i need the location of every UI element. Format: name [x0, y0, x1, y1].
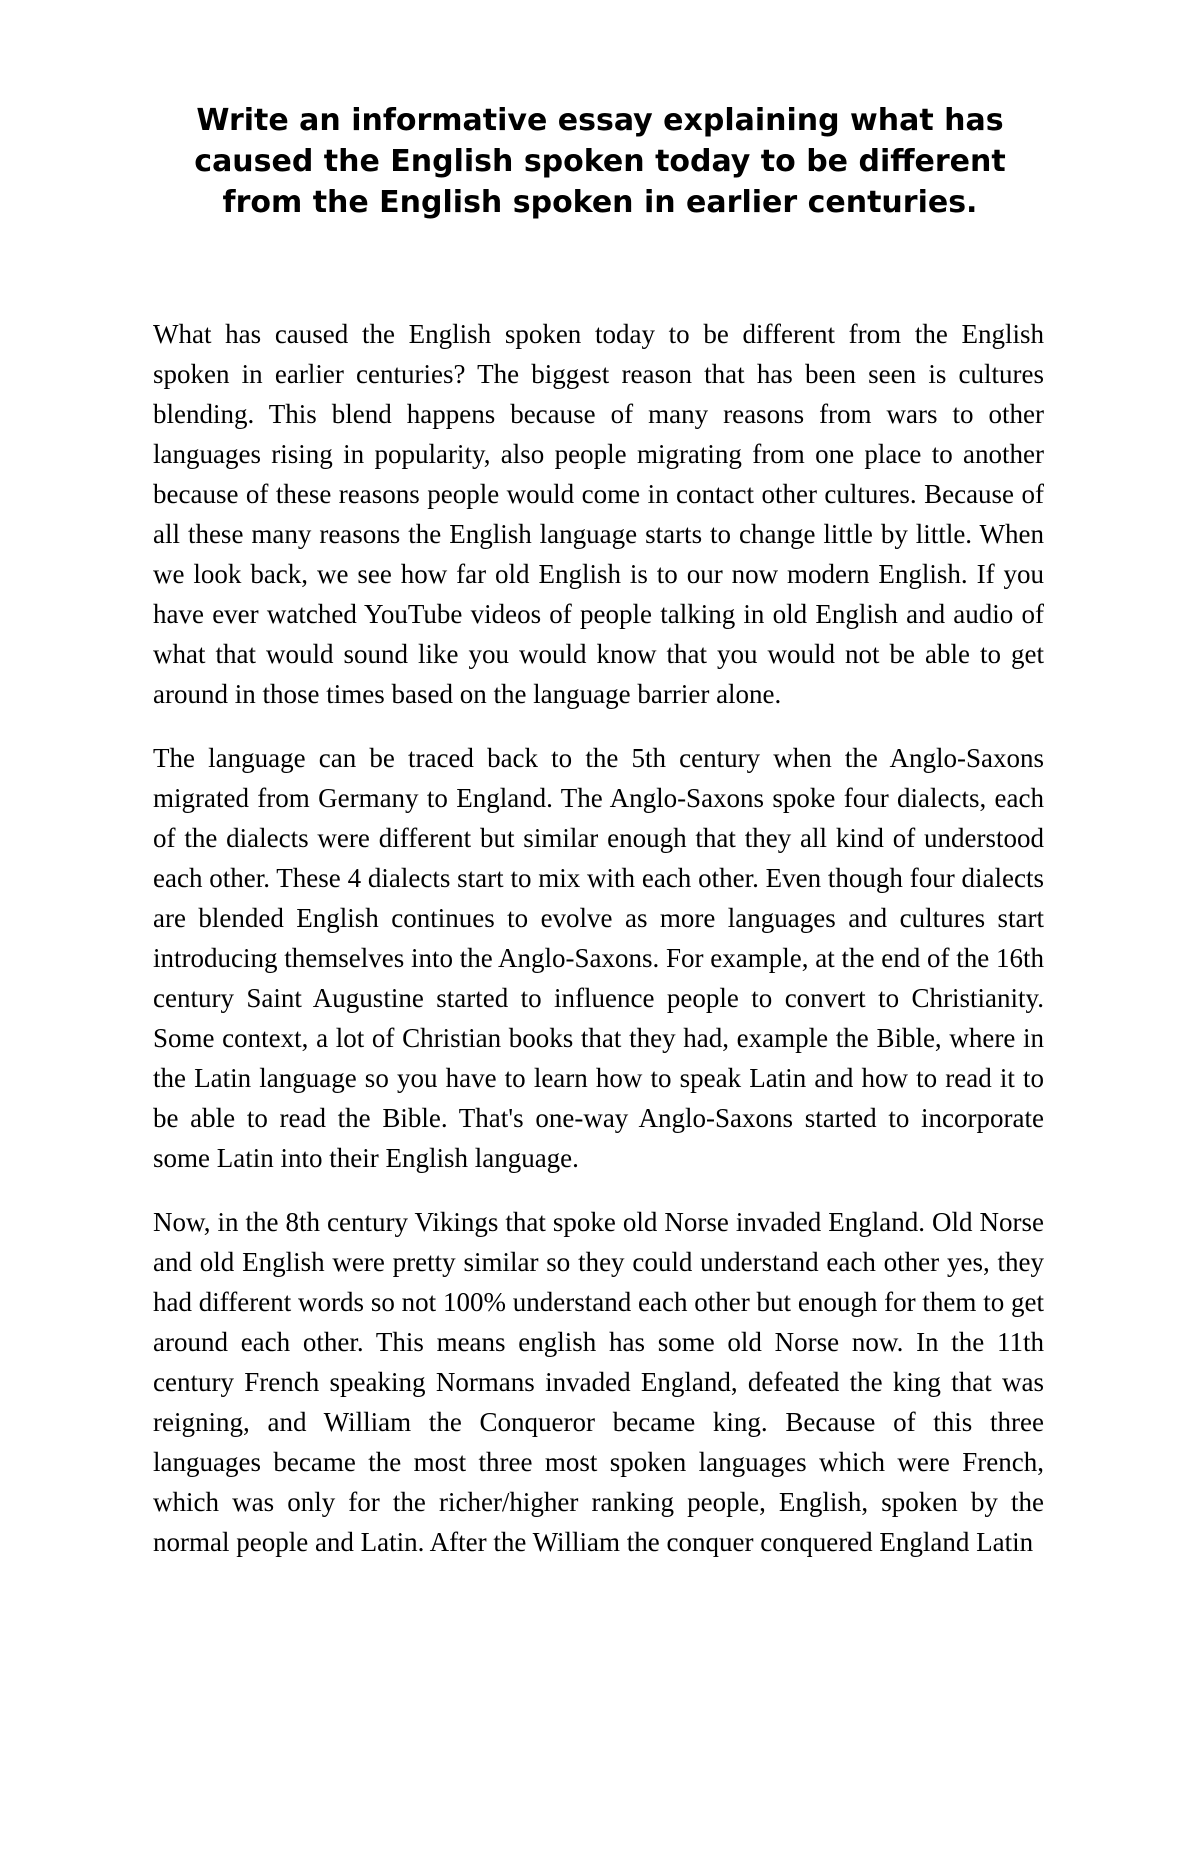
- essay-body: [153, 314, 1044, 1586]
- essay-paragraph-3: Now, in the 8th century Vikings that spoke old Norse invaded England. Old Norse and old English were pretty similar so they could understand each other yes, they had different words so not 100% understand each other but enough for them to get around each other. This means english has some old Norse now. In the 11th century French speaking Normans invaded England, defeated the king that was reigning, and William the Conqueror became king. Because of this three languages became the most three most spoken languages which were French, which was only for the richer/higher ranking people, English, spoken by the normal people and Latin. After the William the conquer conquered England Latin: [153, 1207, 1044, 1557]
- essay-paragraph-2: The language can be traced back to the 5th century when the Anglo-Saxons migrated from Germany to England. The Anglo-Saxons spoke four dialects, each of the dialects were different but similar enough that they all kind of understood each other. These 4 dialects start to mix with each other. Even though four dialects are blended English continues to evolve as more languages and cultures start introducing themselves into the Anglo-Saxons. For example, at the end of the 16th century Saint Augustine started to influence people to convert to Christianity. Some context, a lot of Christian books that they had, example the Bible, where in the Latin language so you have to learn how to speak Latin and how to read it to be able to read the Bible. That's one-way Anglo-Saxons started to incorporate some Latin into their English language.: [153, 743, 1044, 1173]
- essay-paragraph-1: What has caused the English spoken today to be different from the English spoken in earlier centuries? The biggest reason that has been seen is cultures blending. This blend happens because of many reasons from wars to other languages rising in popularity, also people migrating from one place to another because of these reasons people would come in contact other cultures. Because of all these many reasons the English language starts to change little by little. When we look back, we see how far old English is to our now modern English. If you have ever watched YouTube videos of people talking in old English and audio of what that would sound like you would know that you would not be able to get around in those times based on the language barrier alone.: [153, 319, 1044, 709]
- essay-prompt-title: Write an informative essay explaining what has caused the English spoken today to be different from the English spoken in earlier centuries.: [194, 103, 1006, 220]
